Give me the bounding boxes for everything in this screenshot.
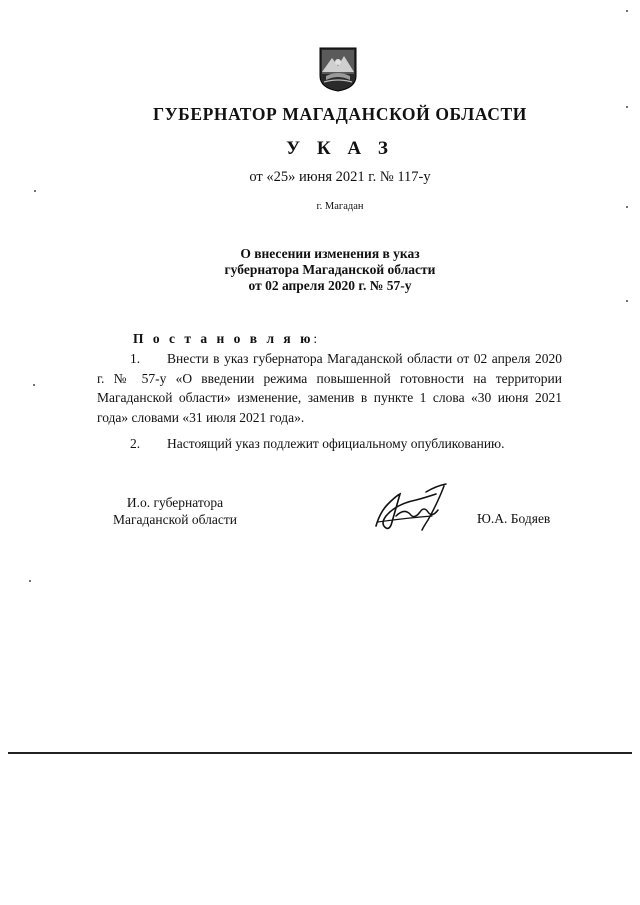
scan-speck xyxy=(29,580,31,582)
paragraph-text: Внести в указ губернатора Магаданской области от 02 апреля 2020 г. № 57-у «О введении режима повышенной готовности на территории Магаданской области» изменение, заменив в пункте 1 слова «30 июня 2021 года» словами «31 июля 2021 года». xyxy=(97,351,562,425)
scan-speck xyxy=(626,106,628,108)
paragraph-2 xyxy=(97,434,562,454)
handwritten-signature xyxy=(366,482,456,534)
scan-speck xyxy=(34,190,36,192)
paragraph-number: 1. xyxy=(130,351,141,366)
scan-speck xyxy=(626,300,628,302)
governor-title: ГУБЕРНАТОР МАГАДАНСКОЙ ОБЛАСТИ xyxy=(152,104,527,124)
document-city: г. Магадан xyxy=(316,201,364,212)
document-date-number: от «25» июня 2021 г. № 117-у xyxy=(249,169,431,185)
scan-speck xyxy=(33,384,35,386)
scan-speck xyxy=(626,10,628,12)
subject-line: О внесении изменения в указ xyxy=(240,246,420,261)
signatory-position xyxy=(96,494,254,528)
bottom-divider xyxy=(8,752,632,754)
scan-speck xyxy=(626,206,628,208)
decree-heading xyxy=(133,331,317,347)
decree-word: П о с т а н о в л я ю xyxy=(133,331,314,346)
paragraph-text: Настоящий указ подлежит официальному опубликованию. xyxy=(167,436,505,451)
paragraph-number: 2. xyxy=(130,436,141,451)
paragraph-1 xyxy=(97,349,562,427)
subject-line: от 02 апреля 2020 г. № 57-у xyxy=(248,278,412,293)
subject-line: губернатора Магаданской области xyxy=(224,262,436,277)
position-line: Магаданской области xyxy=(113,512,237,527)
decree-colon: : xyxy=(313,331,318,346)
document-type: У К А З xyxy=(286,138,394,159)
signatory-name: Ю.А. Бодяев xyxy=(477,511,551,526)
document-subject xyxy=(0,246,640,294)
position-line: И.о. губернатора xyxy=(126,495,224,510)
coat-of-arms-icon xyxy=(318,46,358,92)
